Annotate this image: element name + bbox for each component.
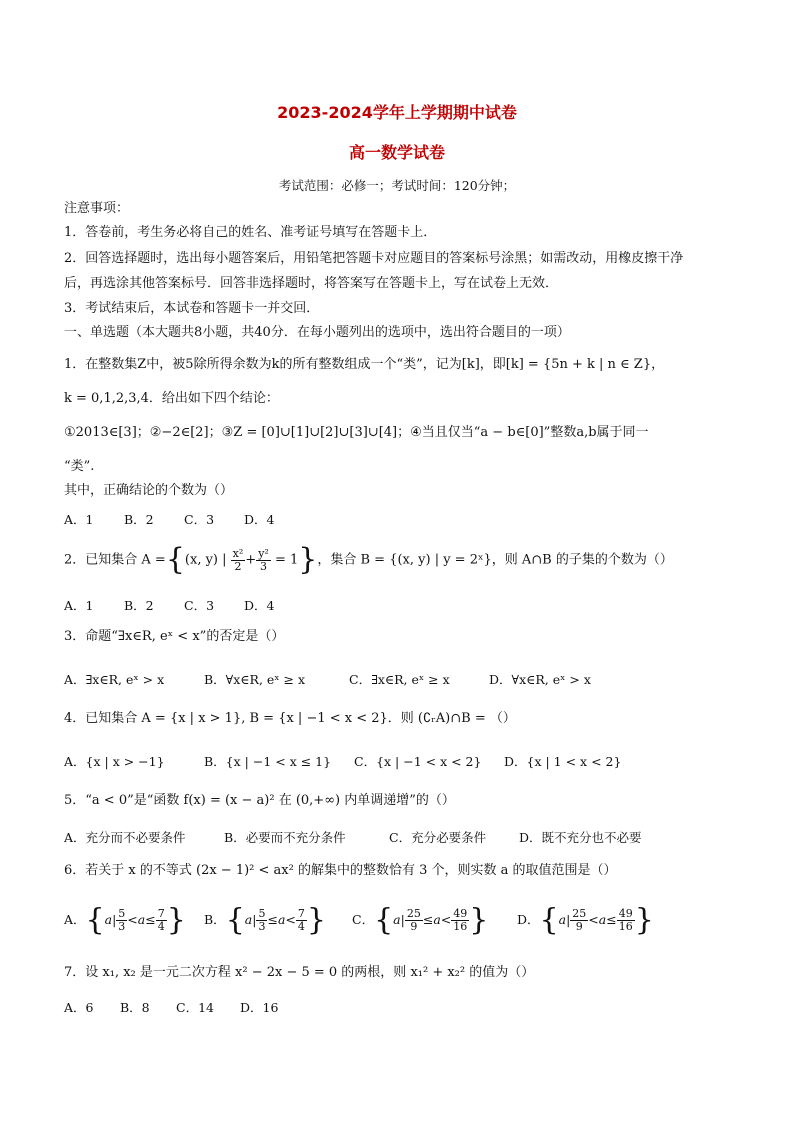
q1-option-a: A．1 — [64, 512, 94, 527]
q3-stem: 3．命题“∃x∈R, eˣ < x”的否定是（） — [64, 629, 285, 644]
q1-line3: ①2013∈[3]；②−2∈[2]；③Z = [0]∪[1]∪[2]∪[3]∪[4]；④当且仅当“a − b∈[0]”整数a,b属于同一 — [64, 425, 649, 440]
q6-b-brace-close: } — [306, 902, 326, 938]
q2-options — [64, 596, 304, 614]
q6-d-upper-den: 16 — [618, 920, 633, 933]
q2-option-a: A．1 — [64, 598, 94, 613]
q6-c-var2: a — [433, 912, 441, 927]
q6-options — [64, 900, 677, 941]
q6-b-upper — [296, 908, 307, 933]
exam-subtitle: 高一数学试卷 — [348, 143, 445, 162]
q3-option-b: B．∀x∈R, eˣ ≥ x — [204, 672, 306, 687]
q2-frac1-den: 2 — [234, 559, 242, 573]
q6-c-lower-num: 25 — [406, 907, 421, 920]
q7-option-a: A．6 — [64, 1000, 94, 1015]
q1-option-c: C．3 — [184, 512, 215, 527]
q6-option-d: D．{a| $\frac{25}{9}$ <a≤ $\frac{49}{16}$ } — [517, 902, 654, 938]
q2-seta-lhs: (x, y) | — [184, 552, 227, 568]
q6-d-upper-num: 49 — [618, 907, 633, 920]
q1-line5: 其中，正确结论的个数为（） — [64, 483, 234, 498]
q6-d-upper — [617, 908, 635, 933]
q2-option-b: B．2 — [124, 598, 154, 613]
q6-a-brace-open: { — [85, 902, 105, 938]
q6-b-var: a — [244, 912, 253, 927]
q6-d-var2: a — [598, 912, 607, 927]
q7-options — [64, 998, 300, 1016]
q7-option-b: B．8 — [120, 1000, 150, 1015]
q6-d-op1: < — [588, 912, 599, 927]
q6-c-op1: ≤ — [422, 912, 434, 927]
q6-d-lower-den: 9 — [575, 920, 583, 933]
q5-options — [64, 828, 669, 846]
q4-option-c: C．{x | −1 < x < 2} — [354, 754, 482, 769]
q2-fraction-y — [256, 548, 271, 573]
q5-option-d: D．既不充分也不必要 — [519, 830, 642, 845]
q1-option-d: D．4 — [244, 512, 275, 527]
q6-a-lower-num: 5 — [118, 907, 126, 920]
q6-d-lower-num: 25 — [572, 907, 587, 920]
q2-brace-open: { — [165, 542, 185, 577]
q6-option-a: A．{a| $\frac{5}{3}$ <a≤ $\frac{7}{4}$ } — [64, 902, 186, 938]
q2-frac1-num: x² — [232, 546, 244, 560]
q6-c-brace-close: } — [469, 902, 489, 938]
q6-b-lower — [256, 908, 267, 933]
q6-c-upper-den: 16 — [453, 920, 468, 933]
q6-a-upper-num: 7 — [157, 907, 165, 920]
q4-option-a: A．{x | x > −1} — [64, 754, 165, 769]
q6-a-lower — [116, 908, 127, 933]
q5-stem: 5．“a < 0”是“函数 f(x) = (x − a)² 在 (0,+∞) 内单调递增”的（） — [64, 793, 455, 808]
q2-stem: 2．已知集合 A ={(x, y) | $\frac{\text{x²}}{2}$ + $\frac{\text{y²}}{3}$ = 1}，集合 B = {(x, y) | y = 2ˣ}，则 A∩B 的子集的个数为（） — [64, 542, 673, 577]
q4-option-b: B．{x | −1 < x ≤ 1} — [204, 754, 332, 769]
q7-option-d: D．16 — [240, 1000, 279, 1015]
exam-title: 2023-2024学年上学期期中试卷 — [277, 103, 517, 122]
q6-c-brace-open: { — [374, 902, 394, 938]
q2-option-c: C．3 — [184, 598, 215, 613]
q6-option-d-label: D． — [517, 912, 540, 927]
q4-options — [64, 752, 634, 770]
exam-scope: 考试范围：必修一；考试时间：120分钟； — [278, 178, 516, 193]
q2-fraction-x — [231, 548, 246, 573]
q4-stem: 4．已知集合 A = {x | x > 1}, B = {x | −1 < x < 2}．则 (∁ᵣA)∩B = （） — [64, 711, 516, 726]
q6-a-var: a — [104, 912, 113, 927]
q6-a-op1: < — [127, 912, 138, 927]
q6-option-c-label: C． — [352, 912, 375, 927]
q6-d-brace-open: { — [539, 902, 559, 938]
q6-a-lower-den: 3 — [118, 920, 126, 933]
q6-b-op2: < — [285, 912, 296, 927]
q6-a-op2: ≤ — [145, 912, 156, 927]
q3-options — [64, 670, 629, 688]
q6-c-upper — [451, 908, 469, 933]
q6-b-op1: ≤ — [267, 912, 278, 927]
note-2a: 2．回答选择题时，选出每小题答案后，用铅笔把答题卡对应题目的答案标号涂黑；如需改动，用橡皮擦干净 — [64, 251, 684, 266]
q2-option-d: D．4 — [244, 598, 275, 613]
note-1: 1．答卷前，考生务必将自己的姓名、准考证号填写在答题卡上． — [64, 225, 437, 240]
q6-c-var: a — [393, 912, 401, 927]
q6-b-var2: a — [277, 912, 286, 927]
q7-option-c: C．14 — [176, 1000, 214, 1015]
q4-option-d: D．{x | 1 < x < 2} — [504, 754, 622, 769]
q6-stem: 6．若关于 x 的不等式 (2x − 1)² < ax² 的解集中的整数恰有 3 个，则实数 a 的取值范围是（） — [64, 863, 617, 878]
notes-heading: 注意事项： — [64, 201, 130, 216]
q6-a-var2: a — [137, 912, 146, 927]
q2-frac2-num: y² — [258, 546, 269, 560]
q5-option-b: B．必要而不充分条件 — [224, 830, 346, 845]
note-3: 3．考试结束后，本试卷和答题卡一并交回． — [64, 301, 320, 316]
q6-c-op2: < — [440, 912, 452, 927]
q2-seta-rhs: = 1 — [274, 552, 299, 568]
section-heading: 一、单选题（本大题共8小题，共40分．在每小题列出的选项中，选出符合题目的一项） — [64, 325, 570, 340]
q1-line2: k = 0,1,2,3,4．给出如下四个结论： — [64, 391, 279, 406]
q6-b-upper-den: 4 — [297, 920, 305, 933]
q3-option-c: C．∃x∈R, eˣ ≥ x — [349, 672, 450, 687]
note-2b: 后，再选涂其他答案标号．回答非选择题时，将答案写在答题卡上，写在试卷上无效． — [64, 276, 559, 291]
q6-option-b: B．{a| $\frac{5}{3}$ ≤a< $\frac{7}{4}$ } — [204, 902, 326, 938]
q2-rest: ，集合 B = {(x, y) | y = 2ˣ}，则 A∩B 的子集的个数为（） — [317, 552, 673, 568]
q6-a-brace-close: } — [166, 902, 186, 938]
q6-d-lower — [570, 908, 588, 933]
q3-option-d: D．∀x∈R, eˣ > x — [489, 672, 591, 687]
q1-line1: 1．在整数集Z中，被5除所得余数为k的所有整数组成一个“类”，记为[k]，即[k] = {5n + k | n ∈ Z}， — [64, 357, 665, 372]
q6-b-lower-den: 3 — [258, 920, 266, 933]
q5-option-c: C．充分必要条件 — [389, 830, 487, 845]
q6-d-op2: ≤ — [606, 912, 617, 927]
q2-frac2-den: 3 — [260, 559, 268, 573]
q6-b-lower-num: 5 — [258, 907, 266, 920]
q6-c-lower-den: 9 — [410, 920, 418, 933]
q6-a-upper — [156, 908, 167, 933]
q1-option-b: B．2 — [124, 512, 154, 527]
q6-d-brace-close: } — [634, 902, 654, 938]
q6-c-lower — [405, 908, 423, 933]
q5-option-a: A．充分而不必要条件 — [64, 830, 186, 845]
q1-line4: “类”. — [64, 459, 95, 474]
q2-prefix: 2．已知集合 A = — [64, 552, 166, 568]
q3-option-a: A．∃x∈R, eˣ > x — [64, 672, 165, 687]
q1-options — [64, 510, 304, 528]
q6-d-var: a — [558, 912, 567, 927]
q6-b-upper-num: 7 — [297, 907, 305, 920]
q2-brace-close: } — [298, 542, 318, 577]
q6-option-b-label: B． — [204, 912, 226, 927]
q6-option-a-label: A． — [64, 912, 86, 927]
q6-a-upper-den: 4 — [157, 920, 165, 933]
q7-stem: 7．设 x₁, x₂ 是一元二次方程 x² − 2x − 5 = 0 的两根，则 x₁² + x₂² 的值为（） — [64, 965, 535, 980]
q6-option-c: C．{a| $\frac{25}{9}$ ≤a< $\frac{49}{16}$ } — [352, 902, 489, 938]
q6-b-brace-open: { — [225, 902, 245, 938]
q6-c-upper-num: 49 — [453, 907, 468, 920]
